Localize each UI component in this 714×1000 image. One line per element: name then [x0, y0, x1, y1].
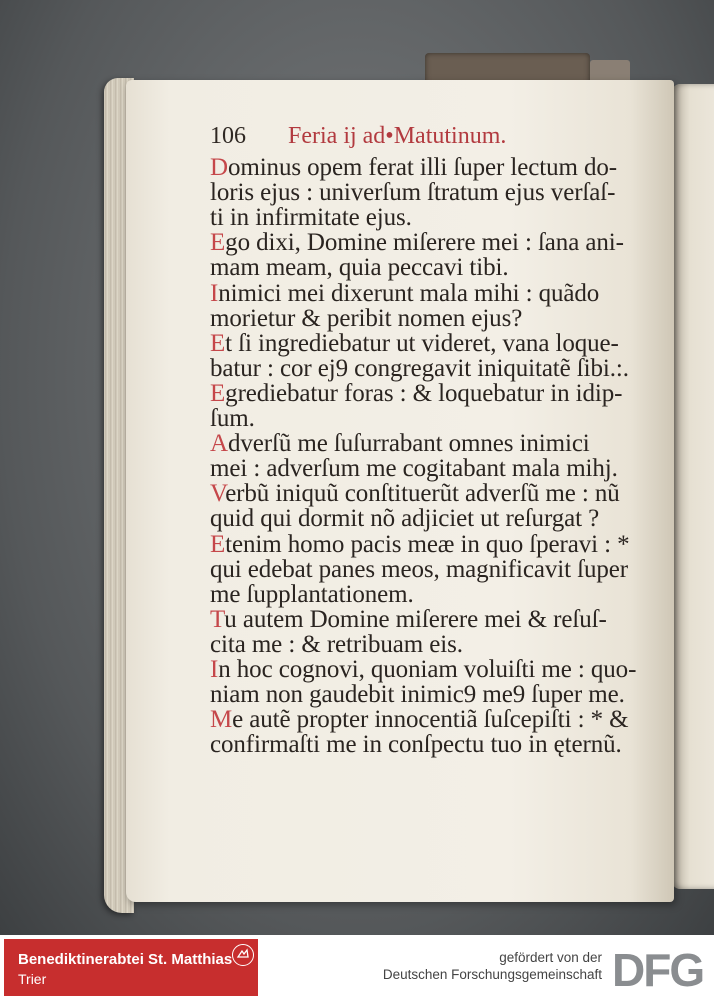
funding-note	[383, 949, 602, 983]
institution-badge[interactable]	[4, 939, 258, 996]
text-line	[210, 606, 607, 634]
funding-line-1: gefördert von der	[499, 950, 602, 965]
dfg-logo[interactable]	[612, 946, 704, 990]
text-line	[210, 380, 622, 408]
text-line	[210, 355, 629, 383]
initial-capital: E	[210, 329, 226, 357]
line-text: batur : cor ej9 congregavit iniquitatẽ ſibi.:.	[210, 354, 629, 382]
line-text: ſum.	[210, 405, 255, 432]
line-text: grediebatur foras : & loquebatur in idip-	[225, 379, 623, 407]
initial-capital: D	[210, 154, 228, 181]
text-line	[210, 254, 508, 282]
line-text: ti in infirmitate ejus.	[210, 204, 412, 232]
initial-capital: M	[210, 706, 233, 734]
text-line	[210, 706, 629, 734]
line-text: mei : adverſum me cogitabant mala mihj.	[210, 455, 618, 483]
text-line	[210, 204, 412, 232]
line-text: t ſi ingrediebatur ut videret, vana loque-	[225, 329, 619, 357]
initial-capital: I	[210, 656, 219, 683]
line-text: niam non gaudebit inimic9 me9 ſuper me.	[210, 681, 625, 709]
dfg-logo-text: DFG	[612, 946, 704, 990]
text-line	[210, 581, 414, 609]
line-text: go dixi, Domine miſerere mei : ſana ani-	[225, 229, 624, 257]
text-line	[210, 631, 463, 659]
text-line	[210, 480, 620, 508]
institution-logo-icon	[232, 944, 254, 966]
text-line	[210, 229, 624, 257]
line-text: quid qui dormit nõ adjiciet ut reſurgat ?	[210, 505, 600, 533]
line-text: u autem Domine miſerere mei & reſuſ-	[224, 605, 607, 633]
facing-page-edge	[672, 84, 714, 889]
initial-capital: V	[210, 480, 226, 508]
line-text: ominus opem ferat illi ſuper lectum do-	[227, 154, 618, 181]
line-text: cita me : & retribuam eis.	[210, 630, 463, 658]
institution-city: Trier	[18, 971, 47, 987]
page-number: 106	[210, 123, 246, 149]
institution-name: Benediktinerabtei St. Matthias	[18, 951, 233, 968]
text-line	[210, 430, 590, 458]
line-text: mam meam, quia peccavi tibi.	[210, 254, 509, 282]
text-line	[210, 731, 622, 759]
text-line	[210, 154, 617, 182]
line-text: dverſũ me ſuſurrabant omnes inimici	[227, 430, 590, 458]
line-text: erbũ iniquũ conſtituerũt adverſũ me : nũ	[225, 480, 620, 508]
line-text: qui edebat panes meos, magnificavit ſuper	[210, 555, 628, 583]
initial-capital: E	[210, 379, 226, 407]
line-text: nimici mei dixerunt mala mihi : quãdo	[218, 279, 600, 307]
text-line	[210, 405, 255, 433]
page-header	[210, 123, 506, 150]
line-text: tenim homo pacis meæ in quo ſperavi : *	[225, 530, 630, 558]
text-line	[210, 280, 599, 308]
line-text: e autẽ propter innocentiã ſuſcepiſti : * &	[232, 706, 629, 734]
text-line	[210, 505, 599, 533]
text-line	[210, 455, 618, 483]
text-line	[210, 656, 636, 684]
text-line	[210, 179, 615, 207]
initial-capital: I	[210, 279, 219, 307]
line-text: me ſupplantationem.	[210, 580, 414, 608]
initial-capital: E	[210, 229, 226, 257]
page-heading: Feria ij ad•Matutinum.	[288, 123, 507, 149]
line-text: n hoc cognovi, quoniam voluiſti me : quo-	[218, 656, 637, 683]
line-text: loris ejus : univerſum ſtratum ejus verſaſ-	[210, 179, 616, 207]
funding-line-2: Deutschen Forschungsgemeinschaft	[382, 967, 602, 982]
initial-capital: T	[210, 605, 225, 633]
text-line	[210, 556, 628, 584]
initial-capital: A	[210, 430, 228, 458]
initial-capital: E	[210, 530, 226, 558]
text-line	[210, 531, 630, 559]
text-line	[210, 305, 522, 333]
text-line	[210, 330, 619, 358]
line-text: morietur & peribit nomen ejus?	[210, 304, 523, 332]
line-text: confirmaſti me in conſpectu tuo in ęternũ.	[210, 731, 622, 759]
text-line	[210, 681, 625, 709]
